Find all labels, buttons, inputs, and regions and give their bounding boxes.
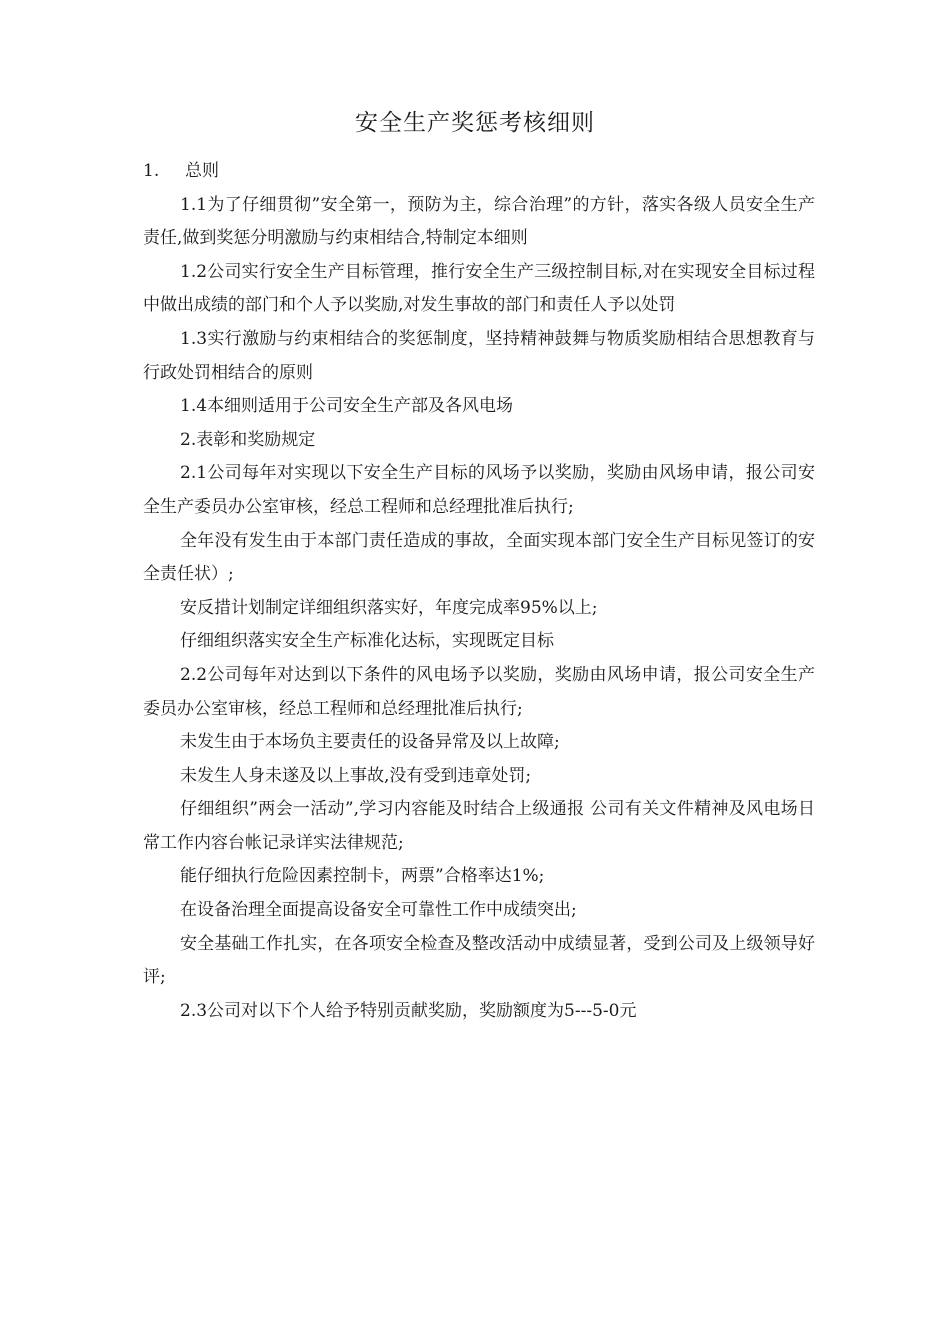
paragraph: 1.3实行激励与约束相结合的奖惩制度，坚持精神鼓舞与物质奖励相结合思想教育与行政处罚相结合的原则 (143, 328, 815, 383)
document-title: 安全生产奖惩考核细则 (355, 110, 595, 136)
paragraph: 2.1公司每年对实现以下安全生产目标的风场予以奖励，奖励由风场申请，报公司安全生产委员办公室审核，经总工程师和总经理批准后执行; (143, 463, 815, 517)
section-title: 总则 (185, 161, 219, 181)
paragraph: 1.4本细则适用于公司安全生产部及各风电场 (180, 396, 514, 417)
paragraph: 能仔细执行危险因素控制卡，两票”合格率达1%; (180, 866, 545, 887)
section-number: 1. (143, 161, 160, 181)
paragraph: 1.1为了仔细贯彻”安全第一，预防为主，综合治理”的方针，落实各级人员安全生产责任,做到奖惩分明激励与约束相结合,特制定本细则 (143, 194, 815, 249)
paragraph: 仔细组织落实安全生产标准化达标，实现既定目标 (180, 631, 554, 652)
section-heading (143, 155, 815, 189)
paragraph: 2.表彰和奖励规定 (180, 429, 316, 450)
document-body (143, 155, 815, 1028)
paragraph: 1.2公司实行安全生产目标管理，推行安全生产三级控制目标,对在实现安全目标过程中做出成绩的部门和个人予以奖励,对发生事故的部门和责任人予以处罚 (143, 261, 815, 316)
paragraph: 未发生由于本场负主要责任的设备异常及以上故障; (180, 732, 560, 753)
paragraph: 安全基础工作扎实，在各项安全检查及整改活动中成绩显著，受到公司及上级领导好评; (143, 933, 815, 988)
paragraph: 2.3公司对以下个人给予特别贡献奖励，奖励额度为5---5-0元 (180, 1000, 637, 1021)
paragraph: 在设备治理全面提高设备安全可靠性工作中成绩突出; (180, 900, 577, 921)
paragraph: 2.2公司每年对达到以下条件的风电场予以奖励，奖励由风场申请，报公司安全生产委员办公室审核，经总工程师和总经理批准后执行; (143, 664, 815, 719)
paragraph: 仔细组织”两会一活动”,学习内容能及时结合上级通报 公司有关文件精神及风电场日常工作内容台帐记录详实法律规范; (143, 799, 815, 853)
paragraph: 安反措计划制定详细组织落实好，年度完成率95%以上; (180, 597, 598, 618)
paragraph: 未发生人身未遂及以上事故,没有受到违章处罚; (180, 765, 532, 786)
paragraph: 全年没有发生由于本部门责任造成的事故，全面实现本部门安全生产目标见签订的安全责任状）; (143, 530, 815, 585)
